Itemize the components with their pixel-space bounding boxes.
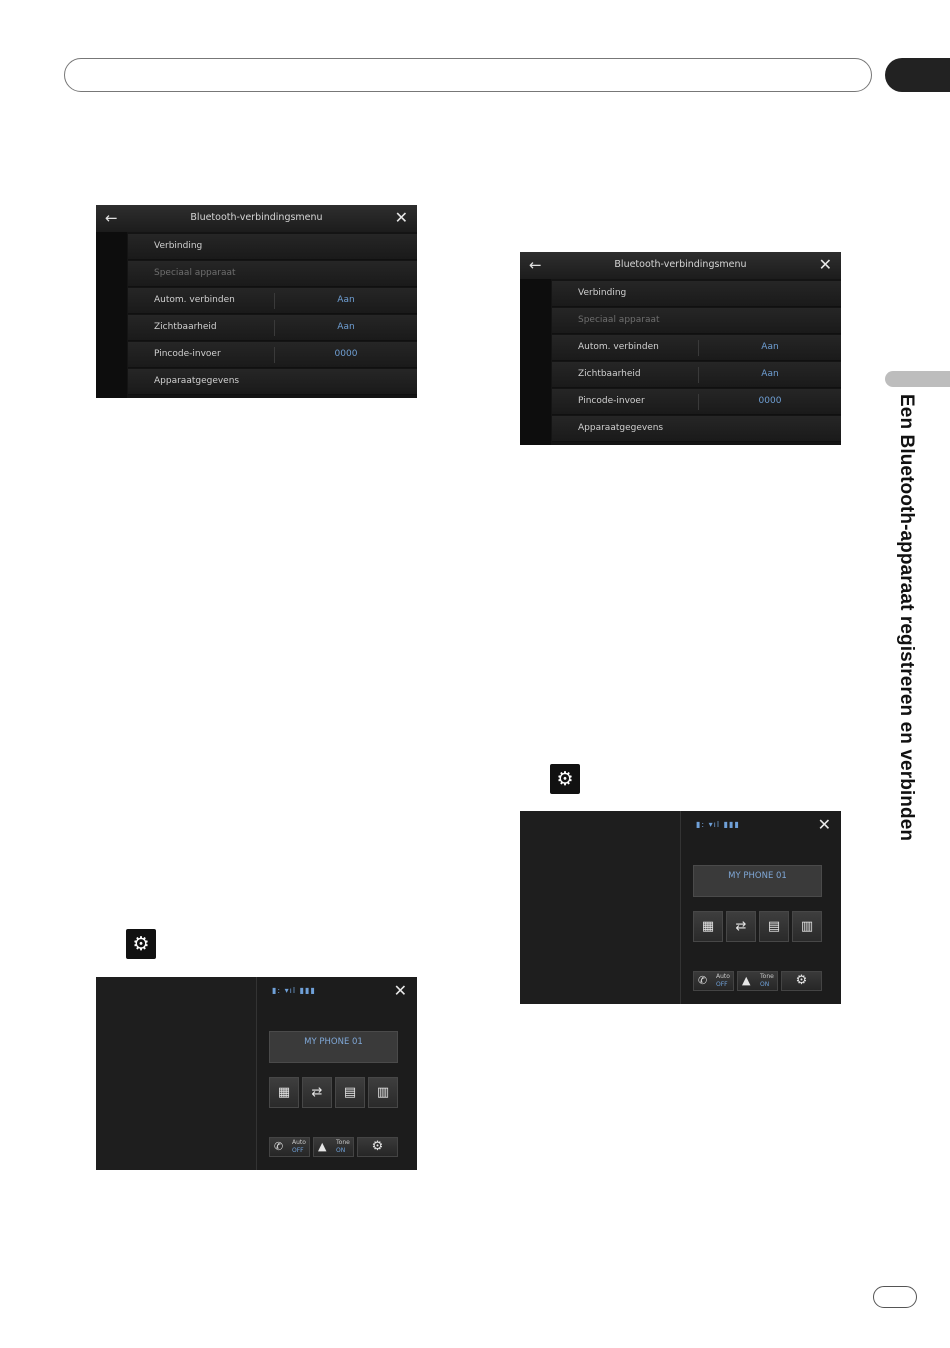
- side-tab-marker: [885, 371, 950, 387]
- menu-item-speciaal-apparaat: Speciaal apparaat: [128, 261, 417, 287]
- page-number-badge: [873, 1286, 917, 1308]
- close-icon[interactable]: ✕: [818, 255, 832, 274]
- call-history-icon[interactable]: ⇄: [726, 911, 756, 942]
- menu-item-verbinding[interactable]: Verbinding: [552, 281, 841, 307]
- menu-item-zichtbaarheid[interactable]: Zichtbaarheid Aan: [552, 362, 841, 388]
- phone-handset-icon: ✆: [698, 974, 708, 987]
- left-strip: [96, 232, 127, 398]
- status-icons: ▮: ▾ıl ▮▮▮: [272, 986, 316, 995]
- close-icon[interactable]: ✕: [817, 815, 831, 834]
- ring-tone-button[interactable]: ▲ Tone ON: [313, 1137, 354, 1157]
- menu-item-pincode-invoer[interactable]: Pincode-invoer 0000: [552, 389, 841, 415]
- device-name-display[interactable]: MY PHONE 01: [693, 865, 822, 897]
- device-name-display[interactable]: MY PHONE 01: [269, 1031, 398, 1063]
- left-strip: [520, 279, 551, 445]
- left-pane: [520, 811, 681, 1004]
- bt-menu-title: Bluetooth-verbindingsmenu: [614, 259, 747, 270]
- grid-keypad-icon[interactable]: ▦: [693, 911, 723, 942]
- auto-answer-button[interactable]: ✆ Auto OFF: [269, 1137, 310, 1157]
- menu-item-speciaal-apparaat: Speciaal apparaat: [552, 308, 841, 334]
- value-autom-verbinden: Aan: [761, 342, 779, 352]
- menu-item-autom-verbinden[interactable]: Autom. verbinden Aan: [552, 335, 841, 361]
- menu-item-pincode-invoer[interactable]: Pincode-invoer 0000: [128, 342, 417, 368]
- menu-item-apparaatgegevens[interactable]: Apparaatgegevens: [128, 369, 417, 395]
- bell-icon: ▲: [742, 974, 751, 987]
- left-pane: [96, 977, 257, 1170]
- menu-item-autom-verbinden[interactable]: Autom. verbinden Aan: [128, 288, 417, 314]
- grid-keypad-icon[interactable]: ▦: [269, 1077, 299, 1108]
- close-icon[interactable]: ✕: [393, 981, 407, 1000]
- chapter-tab: [885, 58, 950, 92]
- value-pincode: 0000: [334, 349, 358, 359]
- menu-item-zichtbaarheid[interactable]: Zichtbaarheid Aan: [128, 315, 417, 341]
- settings-gear-icon[interactable]: ⚙: [357, 1137, 398, 1157]
- phonebook-icon[interactable]: ▤: [759, 911, 789, 942]
- back-arrow-icon[interactable]: ←: [105, 209, 118, 227]
- back-arrow-icon[interactable]: ←: [529, 256, 542, 274]
- bt-menu-screen-1: [96, 205, 417, 398]
- bt-menu-topbar: [96, 205, 417, 232]
- close-icon[interactable]: ✕: [394, 208, 408, 227]
- settings-gear-icon: ⚙: [126, 929, 156, 959]
- menu-item-apparaatgegevens[interactable]: Apparaatgegevens: [552, 416, 841, 442]
- call-history-icon[interactable]: ⇄: [302, 1077, 332, 1108]
- phone-screen-2: [96, 977, 417, 1170]
- phone-handset-icon: ✆: [274, 1140, 284, 1153]
- value-zichtbaarheid: Aan: [337, 322, 355, 332]
- bt-menu-title: Bluetooth-verbindingsmenu: [190, 212, 323, 223]
- ring-tone-button[interactable]: ▲ Tone ON: [737, 971, 778, 991]
- status-icons: ▮: ▾ıl ▮▮▮: [696, 820, 740, 829]
- side-chapter-title: Een Bluetooth-apparaat registreren en verbinden: [896, 394, 917, 842]
- header-bar: [64, 58, 872, 92]
- phone-screen-1: [520, 811, 841, 1004]
- settings-gear-icon[interactable]: ⚙: [781, 971, 822, 991]
- value-pincode: 0000: [758, 396, 782, 406]
- settings-gear-icon: ⚙: [550, 764, 580, 794]
- bell-icon: ▲: [318, 1140, 327, 1153]
- bt-menu-screen-2: [520, 252, 841, 445]
- bt-menu-topbar: [520, 252, 841, 279]
- auto-answer-button[interactable]: ✆ Auto OFF: [693, 971, 734, 991]
- menu-item-verbinding[interactable]: Verbinding: [128, 234, 417, 260]
- value-zichtbaarheid: Aan: [761, 369, 779, 379]
- memo-icon[interactable]: ▥: [792, 911, 822, 942]
- value-autom-verbinden: Aan: [337, 295, 355, 305]
- memo-icon[interactable]: ▥: [368, 1077, 398, 1108]
- phonebook-icon[interactable]: ▤: [335, 1077, 365, 1108]
